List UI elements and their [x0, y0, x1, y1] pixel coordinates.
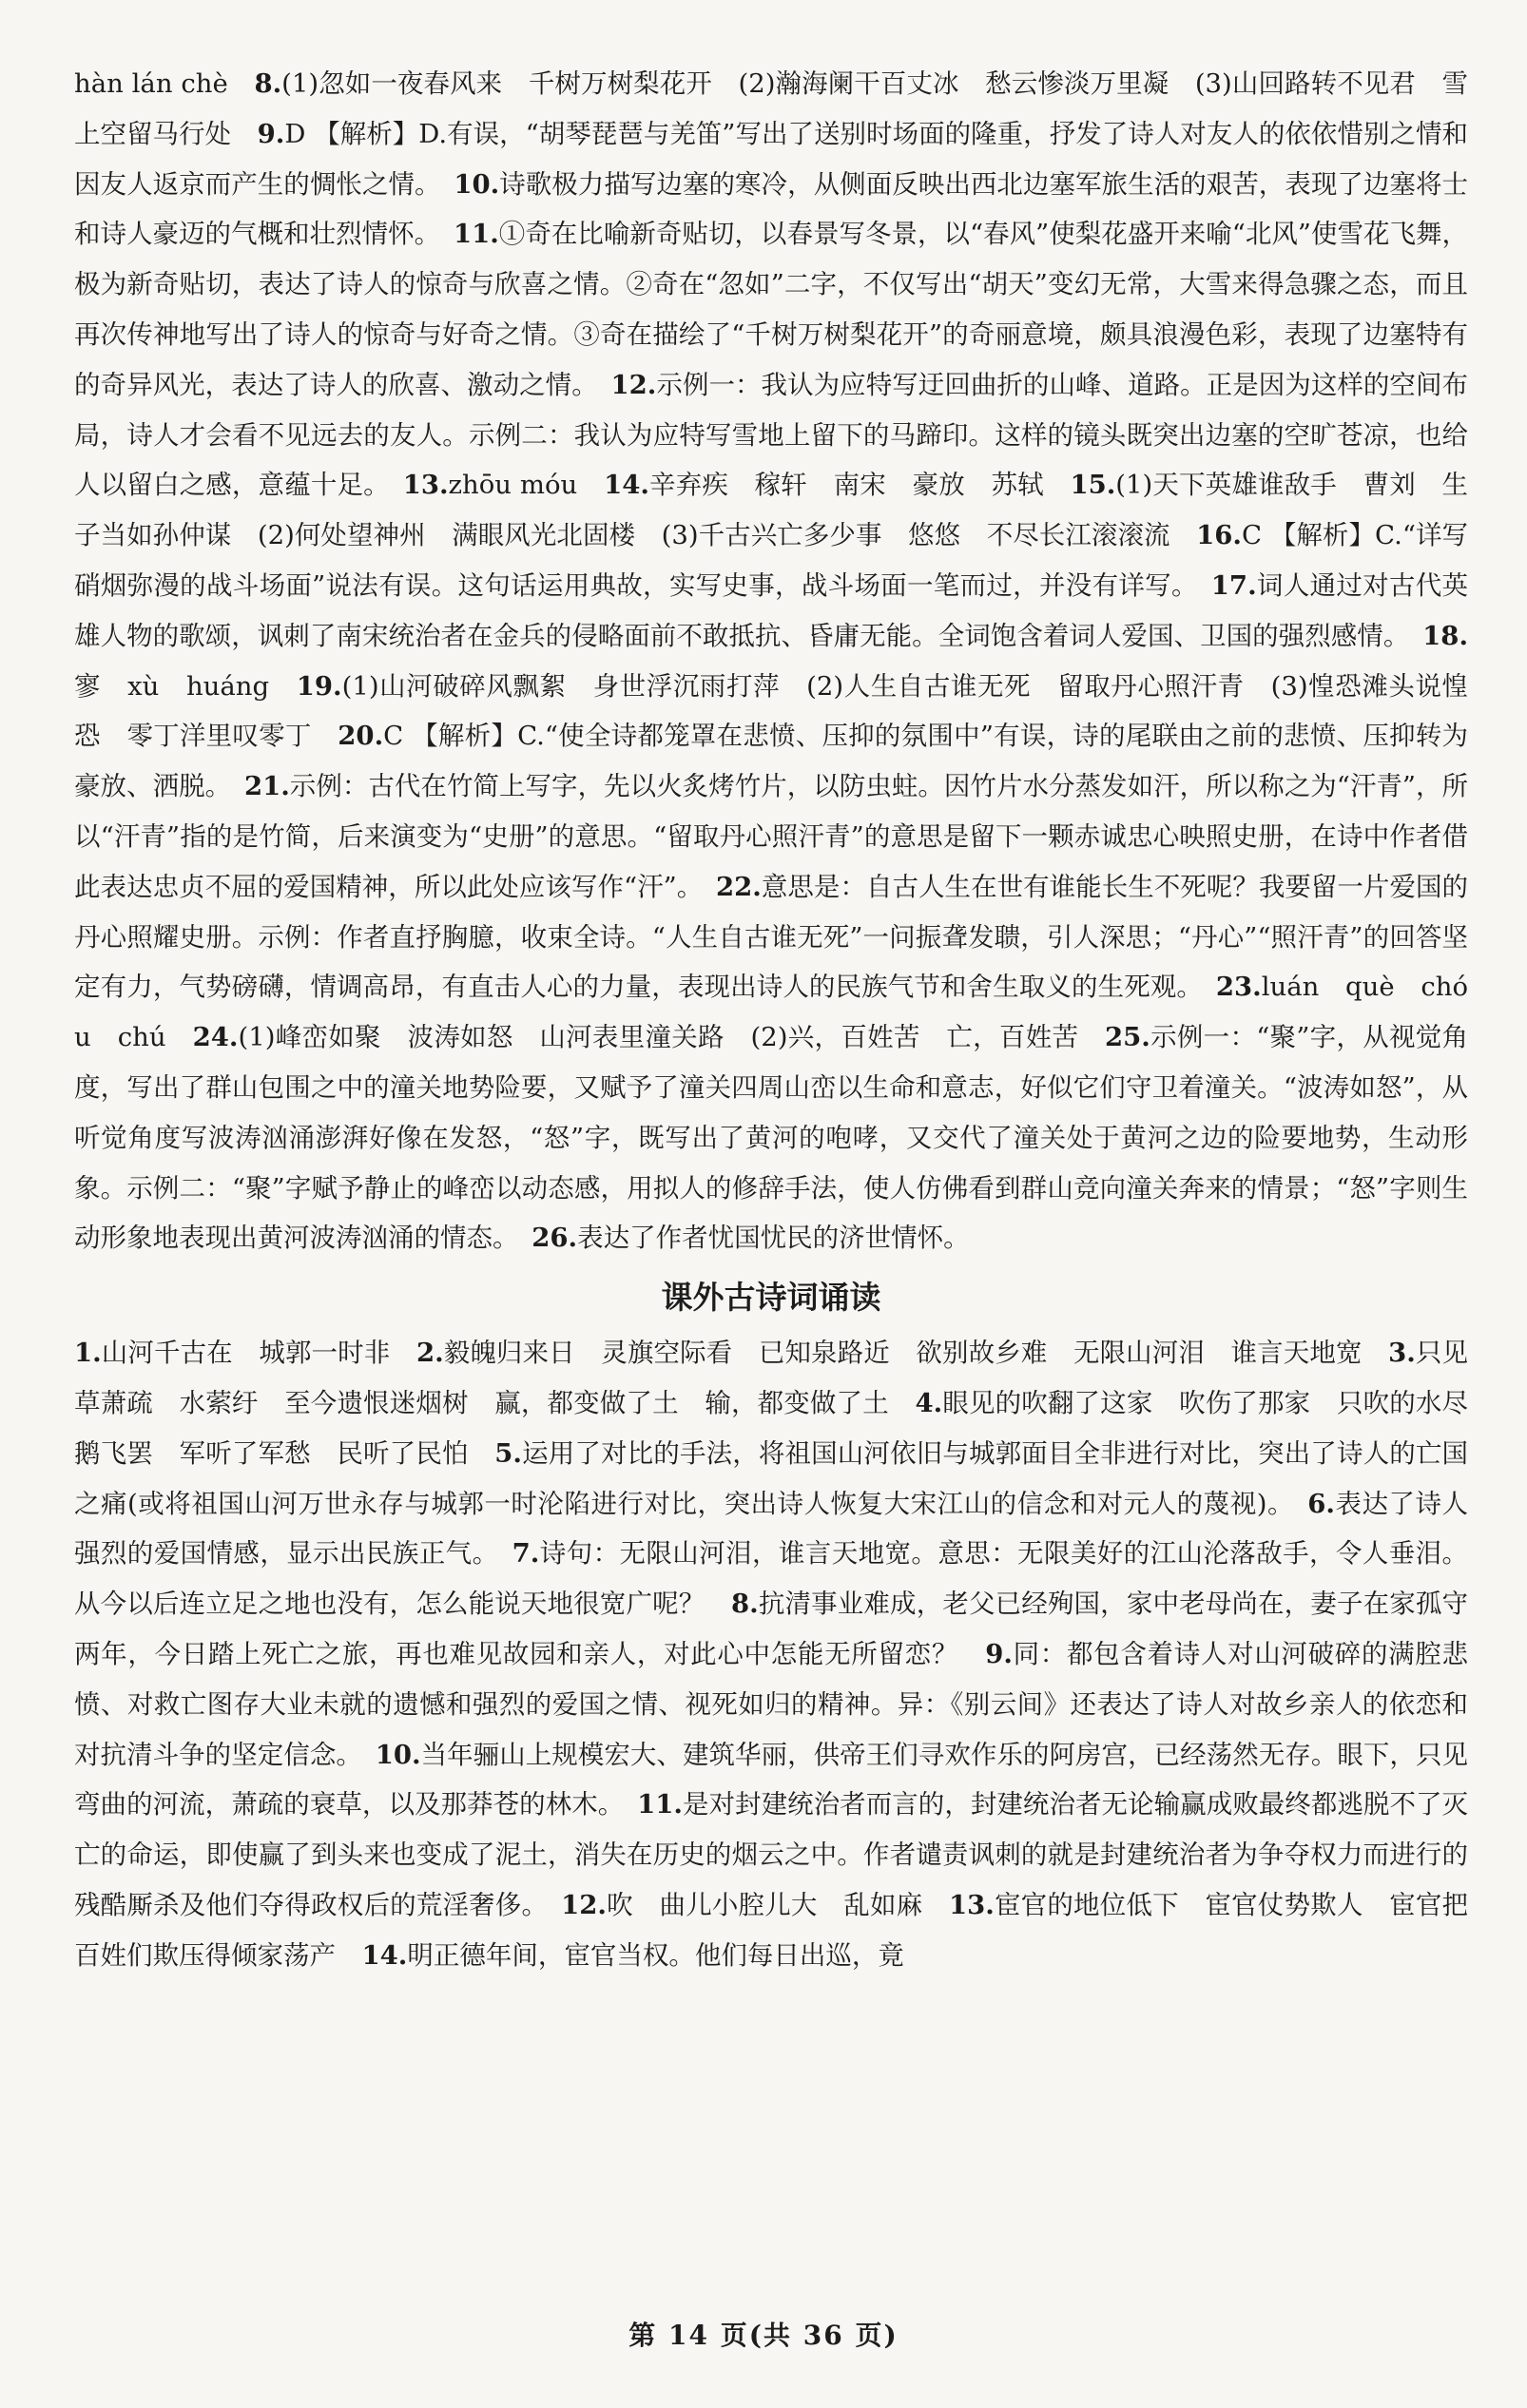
answer-number: 22.	[716, 871, 762, 902]
answer-text: 诗句：无限山河泪，谁言天地宽。意思：无限美好的江山沦落敌手，令人垂泪。从今以后连立足之地也没有，怎么能说天地很宽广呢？	[74, 1538, 1469, 1620]
answer-number: 7.	[512, 1538, 540, 1570]
answer-number: 8.	[254, 68, 282, 99]
answer-item	[377, 470, 577, 500]
answer-number: 1.	[74, 1338, 102, 1369]
answer-item	[336, 1940, 904, 1971]
answer-number: 9.	[985, 1638, 1013, 1669]
answer-text: 吹 曲儿小腔儿大 乱如麻	[606, 1889, 923, 1920]
answer-number: 23.	[1215, 972, 1262, 1003]
answer-number: 4.	[915, 1387, 943, 1418]
answer-text: 眼见的吹翻了这家 吹伤了那家 只吹的水尽鹅飞罢 军听了军愁 民听了民怕	[74, 1387, 1469, 1469]
answer-text: 抗清事业难成，老父已经殉国，家中老母尚在，妻子在家孤守两年，今日踏上死亡之旅，再也难见故园和亲人，对此心中怎能无所留恋？	[74, 1589, 1468, 1669]
answer-item	[390, 1338, 1362, 1368]
answer-text: luán què chóu chú	[74, 972, 1469, 1053]
answer-text: 示例：古代在竹简上写字，先以火炙烤竹片，以防虫蛀。因竹片水分蒸发如汗，所以称之为“汗青”，所以“汗青”指的是竹简，后来演变为“史册”的意思。“留取丹心照汗青”的意思是留下一颗赤诚忠心映照史册，在诗中作者借此表达忠贞不屈的爱国精神，所以此处应该写作“汗”。	[74, 771, 1469, 902]
answer-item	[166, 1022, 1079, 1052]
answer-number: 11.	[637, 1789, 683, 1820]
answer-text: C 【解析】C.“详写硝烟弥漫的战斗场面”说法有误。这句话运用典故，实写史事，战斗场面一笔而过，并没有详写。	[74, 520, 1468, 601]
answer-text: 山河千古在 城郭一时非	[101, 1338, 391, 1369]
answer-text: 表达了作者忧国忧民的济世情怀。	[577, 1223, 970, 1254]
answer-text: 明正德年间，宦官当权。他们每日出巡，竟	[407, 1939, 904, 1971]
answer-text: 意思是：自古人生在世有谁能长生不死呢？我要留一片爱国的丹心照耀史册。示例：作者直抒胸臆，收束全诗。“人生自古谁无死”一问振聋发聩，引人深思；“丹心”“照汗青”的回答坚定有力，气势磅礴，情调高昂，有直击人心的力量，表现出诗人的民族气节和舍生取义的生死观。	[74, 871, 1469, 1003]
answer-text: 同：都包含着诗人对山河破碎的满腔悲愤、对救亡图存大业未就的遗憾和强烈的爱国之情、视死如归的精神。异：《别云间》还表达了诗人对故乡亲人的依恋和对抗清斗争的坚定信念。	[74, 1638, 1469, 1770]
answer-text: hàn lán chè	[74, 68, 228, 99]
answer-item	[534, 1890, 922, 1920]
answer-text: 示例一：我认为应特写迂回曲折的山峰、道路。正是因为这样的空间布局，诗人才会看不见远去的友人。示例二：我认为应特写雪地上留下的马蹄印。这样的镜头既突出边塞的空旷苍凉，也给人以留白之感，意蕴十足。	[74, 369, 1469, 501]
answer-text: zhōu móu	[448, 470, 578, 501]
answer-number: 10.	[375, 1739, 421, 1770]
answer-text: (1)峰峦如聚 波涛如怒 山河表里潼关路 (2)兴，百姓苦 亡，百姓苦	[238, 1022, 1079, 1053]
answer-text: (1)忽如一夜春风来 千树万树梨花开 (2)瀚海阑干百丈冰 愁云惨淡万里凝 (3)山回路转不见君 雪上空留马行处	[74, 68, 1469, 149]
answer-text: 只见草萧疏 水萦纡 至今遗恨迷烟树 赢，都变做了土 输，都变做了土	[74, 1338, 1469, 1418]
answer-text: 诗歌极力描写边塞的寒冷，从侧面反映出西北边塞军旅生活的艰苦，表现了边塞将士和诗人豪迈的气概和壮烈情怀。	[74, 168, 1469, 250]
answer-number: 13.	[402, 470, 449, 501]
section-title: 课外古诗词诵读	[661, 1279, 881, 1317]
answer-text: ①奇在比喻新奇贴切，以春景写冬景，以“春风”使梨花盛开来喻“北风”使雪花飞舞，极为新奇贴切，表达了诗人的惊奇与欣喜之情。②奇在“忽如”二字，不仅写出“胡天”变幻无常，大雪来得急骤之态，而且再次传神地写出了诗人的惊奇与好奇之情。③奇在描绘了“千树万树梨花开”的奇丽意境，颇具浪漫色彩，表现了边塞特有的奇异风光，表达了诗人的欣喜、激动之情。	[74, 219, 1469, 400]
answer-number: 12.	[610, 369, 657, 400]
answer-number: 13.	[948, 1889, 995, 1920]
answer-text: 运用了对比的手法，将祖国山河依旧与城郭面目全非进行对比，突出了诗人的亡国之痛(或将祖国山河万世永存与城郭一时沦陷进行对比，突出诗人恢复大宋江山的信念和对元人的蔑视)。	[74, 1437, 1469, 1519]
answer-text: 词人通过对古代英雄人物的歌颂，讽刺了南宋统治者在金兵的侵略面前不敢抵抗、昏庸无能。全词饱含着词人爱国、卫国的强烈感情。	[74, 569, 1469, 651]
answers-part-1	[74, 59, 1468, 1263]
answer-text: 毅魄归来日 灵旗空际看 已知泉路近 欲别故乡难 无限山河泪 谁言天地宽	[443, 1338, 1363, 1369]
answer-number: 8.	[731, 1589, 759, 1620]
answer-number: 26.	[532, 1223, 578, 1254]
answer-text: 是对封建统治者而言的，封建统治者无论输赢成败最终都逃脱不了灭亡的命运，即使赢了到头来也变成了泥土，消失在历史的烟云之中。作者谴责讽刺的就是封建统治者为争夺权力而进行的残酷厮杀及他们夺得政权后的荒淫奢侈。	[74, 1789, 1469, 1920]
answer-text: 表达了诗人强烈的爱国情感，显示出民族正气。	[74, 1488, 1468, 1570]
answer-number: 10.	[454, 168, 500, 200]
answer-number: 2.	[416, 1338, 444, 1369]
answer-item	[74, 68, 228, 99]
answer-text: (1)山河破碎风飘絮 身世浮沉雨打萍 (2)人生自古谁无死 留取丹心照汗青 (3)惶恐滩头说惶恐 零丁洋里叹零丁	[74, 670, 1469, 752]
answer-text: C 【解析】C.“使全诗都笼罩在悲愤、压抑的氛围中”有误，诗的尾联由之前的悲愤、压抑转为豪放、洒脱。	[74, 721, 1469, 802]
answer-number: 9.	[257, 118, 285, 149]
answer-text: 当年骊山上规模宏大、建筑华丽，供帝王们寻欢作乐的阿房宫，已经荡然无存。眼下，只见弯曲的河流，萧疏的衰草，以及那莽苍的林木。	[74, 1739, 1469, 1820]
answer-number: 20.	[338, 721, 384, 752]
answer-number: 24.	[192, 1022, 239, 1053]
answer-number: 16.	[1196, 520, 1242, 551]
answer-number: 6.	[1307, 1488, 1335, 1519]
answer-text: 寥 xù huáng	[74, 670, 270, 702]
answer-number: 3.	[1388, 1338, 1416, 1369]
answer-number: 25.	[1105, 1022, 1150, 1053]
answer-text: 宦官的地位低下 宦官仗势欺人 宦官把百姓们欺压得倾家荡产	[74, 1889, 1469, 1971]
answer-number: 19.	[296, 670, 342, 702]
answer-text: D 【解析】D.有误，“胡琴琵琶与羌笛”写出了送别时场面的隆重，抒发了诗人对友人的依依惜别之情和因友人返京而产生的惆怅之情。	[74, 118, 1469, 200]
answer-text: (1)天下英雄谁敌手 曹刘 生子当如孙仲谋 (2)何处望神州 满眼风光北固楼 (3)千古兴亡多少事 悠悠 不尽长江滚滚流	[74, 470, 1469, 551]
page-number-footer: 第 14 页(共 36 页)	[628, 2320, 899, 2351]
answer-text: 示例一：“聚”字，从视觉角度，写出了群山包围之中的潼关地势险要，又赋予了潼关四周山峦以生命和意志，好似它们守卫着潼关。“波涛如怒”，从听觉角度写波涛汹涌澎湃好像在发怒，“怒”字，既写出了黄河的咆哮，又交代了潼关处于黄河之边的险要地势，生动形象。示例二：“聚”字赋予静止的峰峦以动态感，用拟人的修辞手法，使人仿佛看到群山竞向潼关奔来的情景；“怒”字则生动形象地表现出黄河波涛汹涌的情态。	[74, 1022, 1469, 1254]
answers-part-2	[74, 1328, 1468, 1980]
answer-number: 11.	[453, 219, 499, 250]
answer-item	[577, 470, 1044, 500]
answer-number: 21.	[243, 771, 290, 802]
answer-number: 14.	[361, 1939, 408, 1971]
answer-number: 14.	[604, 470, 649, 501]
answer-number: 15.	[1070, 470, 1116, 501]
answer-number: 5.	[494, 1437, 522, 1469]
answer-text: 辛弃疾 稼轩 南宋 豪放 苏轼	[648, 470, 1044, 501]
answer-item	[74, 1338, 390, 1368]
answer-item	[74, 1022, 1468, 1253]
answer-item	[506, 1223, 970, 1253]
answer-number: 18.	[1422, 620, 1469, 651]
answer-number: 12.	[561, 1889, 607, 1920]
answer-number: 17.	[1210, 569, 1257, 601]
